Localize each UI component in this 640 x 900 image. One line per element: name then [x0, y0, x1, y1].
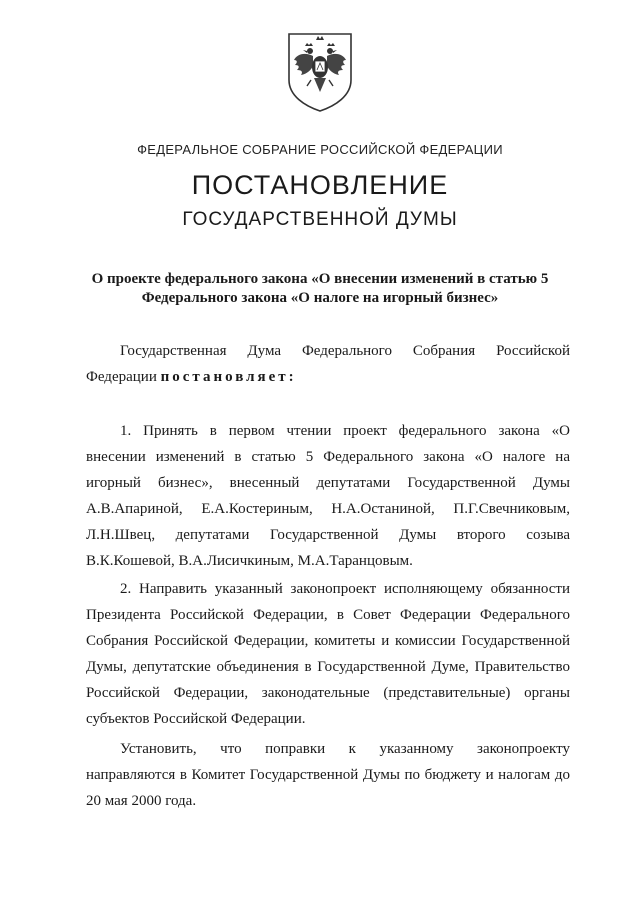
paragraph-line: направляются в Комитет Государственной Думы по бюджету и налогам до: [86, 767, 570, 783]
coat-of-arms-icon: [283, 30, 357, 114]
paragraph-line: В.К.Кошевой, В.А.Лисичкиным, М.А.Таранцовым.: [86, 553, 413, 569]
subject-line: Федерального закона «О налоге на игорный бизнес»: [141, 290, 499, 306]
intro-line: [86, 364, 570, 390]
paragraph-line: Российской Федерации, законодательные (представительные) органы: [86, 685, 570, 701]
paragraph-line: субъектов Российской Федерации.: [86, 711, 306, 727]
paragraph-line: 2. Направить указанный законопроект исполняющему обязанности: [120, 581, 570, 597]
paragraph-line: 20 мая 2000 года.: [86, 793, 197, 809]
paragraph-1: [86, 418, 570, 574]
paragraph-line: Л.Н.Швец, депутатами Государственной Думы второго созыва: [86, 527, 570, 543]
paragraph-line: игорный бизнес», внесенный депутатами Государственной Думы: [86, 475, 570, 491]
intro-line: Государственная Дума Федерального Собрания Российской: [120, 343, 570, 359]
paragraph-2: [86, 576, 570, 732]
paragraph-line: 1. Принять в первом чтении проект федерального закона «О: [120, 423, 570, 439]
intro-paragraph: [86, 338, 570, 390]
document-type-title: ПОСТАНОВЛЕНИЕ: [191, 170, 449, 200]
paragraph-3: [86, 736, 570, 814]
organization-title: ФЕДЕРАЛЬНОЕ СОБРАНИЕ РОССИЙСКОЙ ФЕДЕРАЦИИ: [137, 142, 503, 157]
paragraph-line: Установить, что поправки к указанному законопроекту: [120, 741, 570, 757]
subject-line: О проекте федерального закона «О внесении изменений в статью 5: [91, 271, 549, 287]
resolution-subject: [60, 270, 580, 308]
paragraph-line: Собрания Российской Федерации, комитеты и комиссии Государственной: [86, 633, 570, 649]
paragraph-line: Думы, депутатские объединения в Государственной Думе, Правительство: [86, 659, 570, 675]
intro-prefix: Федерации: [86, 369, 161, 385]
resolves-emphasis: постановляет:: [160, 369, 297, 385]
paragraph-line: внесении изменений в статью 5 Федерального закона «О налоге на: [86, 449, 570, 465]
paragraph-line: А.В.Апариной, Е.А.Костериным, Н.А.Останиной, П.Г.Свечниковым,: [86, 501, 570, 517]
paragraph-line: Президента Российской Федерации, в Совет Федерации Федерального: [86, 607, 570, 623]
issuer-title: ГОСУДАРСТВЕННОЙ ДУМЫ: [182, 209, 458, 230]
